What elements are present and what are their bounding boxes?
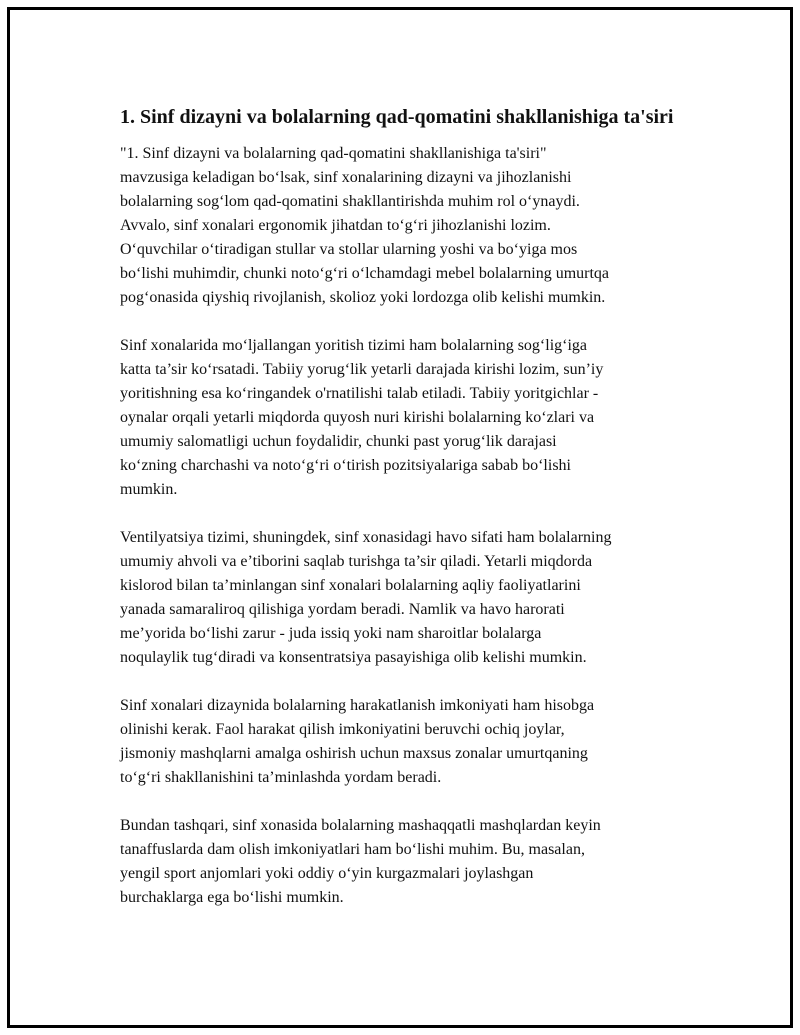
paragraph-3: Ventilyatsiya tizimi, shuningdek, sinf xonasidagi havo sifati ham bolalarning umumiy ahvoli va e’tiborini saqlab turishga ta’sir qiladi. Yetarli miqdorda kislorod bilan ta’minlangan sinf xonalari bolalarning aqliy faoliyatlarini yanada samaraliroq qilishiga yordam beradi. Namlik va havo harorati me’yorida bo‘lishi zarur - juda issiq yoki nam sharoitlar bolalarga noqulaylik tug‘diradi va konsentratsiya pasayishiga olib kelishi mumkin. xyxy=(120,529,612,666)
paragraph-1: "1. Sinf dizayni va bolalarning qad-qomatini shakllanishiga ta'siri" mavzusiga keladigan bo‘lsak, sinf xonalarining dizayni va jihozlanishi bolalarning sog‘lom qad-qomatini shakllantirishda muhim rol o‘ynaydi. Avvalo, sinf xonalari ergonomik jihatdan to‘g‘ri jihozlanishi lozim. O‘quvchilar o‘tiradigan stullar va stollar ularning yoshi va bo‘yiga mos bo‘lishi muhimdir, chunki noto‘g‘ri o‘lchamdagi mebel bolalarning umurtqa pog‘onasida qiyshiq rivojlanish, skolioz yoki lordozga olib kelishi mumkin. xyxy=(120,145,610,306)
section-heading: 1. Sinf dizayni va bolalarning qad-qomatini shakllanishiga ta'siri xyxy=(120,106,674,128)
paragraph-5: Bundan tashqari, sinf xonasida bolalarning mashaqqatli mashqlardan keyin tanaffuslarda dam olish imkoniyatlari ham bo‘lishi muhim. Bu, masalan, yengil sport anjomlari yoki oddiy o‘yin kurgazmalari joylashgan burchaklarga ega bo‘lishi mumkin. xyxy=(120,817,601,906)
paragraph-2: Sinf xonalarida mo‘ljallangan yoritish tizimi ham bolalarning sog‘lig‘iga katta ta’sir ko‘rsatadi. Tabiiy yorug‘lik yetarli darajada kirishi lozim, sun’iy yoritishning esa ko‘ringandek o'rnatilishi talab etiladi. Tabiiy yoritgichlar - oynalar orqali yetarli miqdorda quyosh nuri kirishi bolalarning ko‘zlari va umumiy salomatligi uchun foydalidir, chunki past yorug‘lik darajasi ko‘zning charchashi va noto‘g‘ri o‘tirish pozitsiyalariga sabab bo‘lishi mumkin. xyxy=(120,337,604,498)
paragraph-4: Sinf xonalari dizaynida bolalarning harakatlanish imkoniyati ham hisobga olinishi kerak. Faol harakat qilish imkoniyatini beruvchi ochiq joylar, jismoniy mashqlarni amalga oshirish uchun maxsus zonalar umurtqaning to‘g‘ri shakllanishini ta’minlashda yordam beradi. xyxy=(120,697,595,786)
document-body xyxy=(120,104,700,934)
page-frame xyxy=(7,7,793,1028)
